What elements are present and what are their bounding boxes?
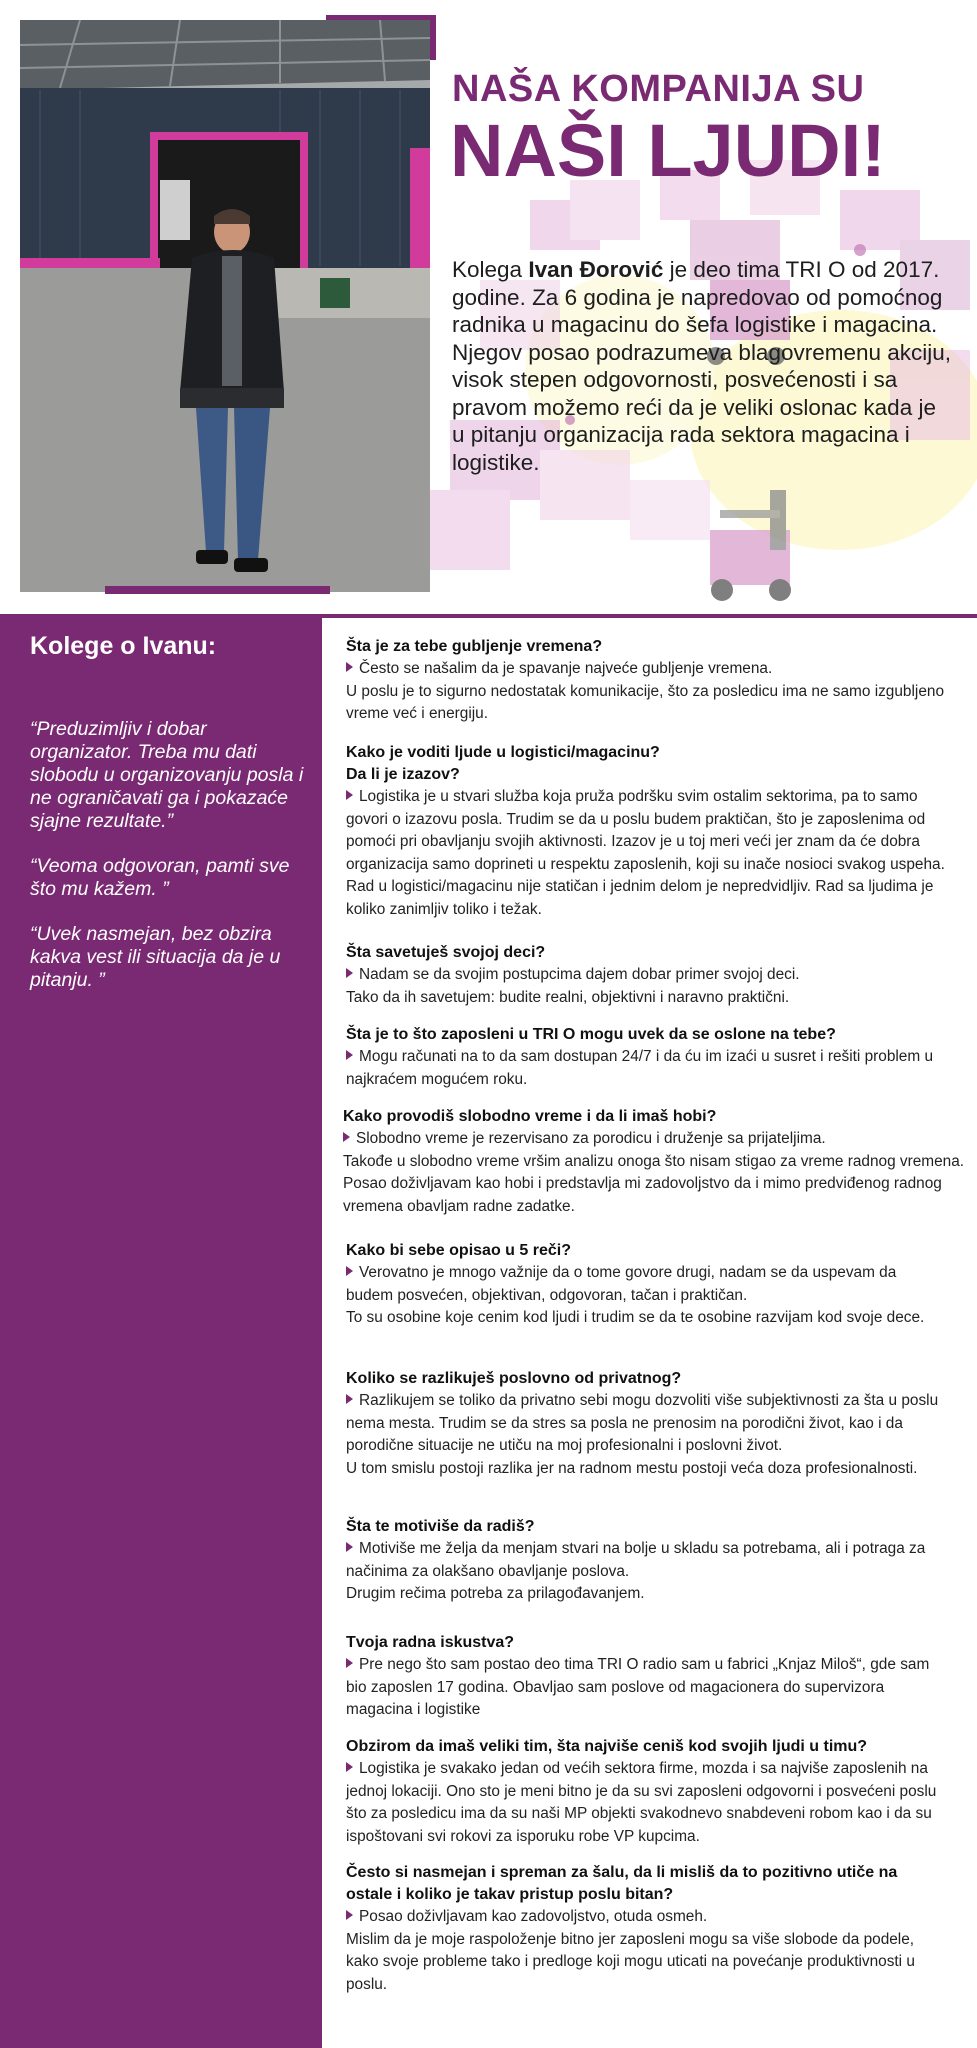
interview-question: Šta savetuješ svojoj deci? — [346, 944, 546, 961]
interview-question: Često si nasmejan i spreman za šalu, da li misliš da to pozitivno utiče na ostale i koliko je takav pristup poslu bitan? — [346, 1864, 898, 1903]
interview-answer-extra: Takođe u slobodno vreme vršim analizu onoga što nisam stigao za vreme radnog vremena. Posao doživljavam kao hobi i predstavlja mi zadovoljstvo da i mimo predviđenog radnog vremena obavljam radne zadatke. — [343, 1152, 965, 1215]
interview-answer-extra: U tom smislu postoji razlika jer na radnom mestu postoji veća doza profesionalnosti. — [346, 1459, 918, 1477]
interview-answer — [346, 1906, 936, 1929]
answer-text: Posao doživljavam kao zadovoljstvo, otuda osmeh. — [359, 1908, 708, 1925]
interview-question: Kako provodiš slobodno vreme i da li imaš hobi? — [343, 1108, 717, 1125]
bullet-icon — [346, 1394, 353, 1404]
interview-answer — [346, 1654, 946, 1722]
interview-answer-extra: Tako da ih savetujem: budite realni, objektivni i naravno praktični. — [346, 988, 790, 1006]
answer-text: Logistika je u stvari služba koja pruža podršku svim ostalim sektorima, pa to samo govori o izazovu posla. Trudim se da u poslu budem praktičan, što je zaposlenima od pomoći pri obavljanju svojih aktivnosti. Izazov je u toj meri veći jer znam da će dobra organizacija samo doprineti u respektu zaposlenih, koji su inače nosioci svakog uspeha. Rad u logistici/magacinu nije statičan i jednim delom je nepredvidljiv. Rad sa ljudima je koliko zanimljiv toliko i težak. — [346, 788, 945, 918]
answer-text: Nadam se da svojim postupcima dajem dobar primer svojoj deci. — [359, 966, 800, 983]
interview-item — [346, 1516, 961, 1606]
answer-text: Verovatno je mnogo važnije da o tome govore drugi, nadam se da uspevam da budem posvećen, objektivan, odgovoran, tačan i praktičan. — [346, 1264, 897, 1304]
interview-item — [346, 636, 956, 726]
interview-question: Šta je za tebe gubljenje vremena? — [346, 638, 603, 655]
answer-text: Razlikujem se toliko da privatno sebi mogu dozvoliti više subjektivnosti za šta u poslu nema mesta. Trudim se da stres sa posla ne prenosim na porodični život, kao i da porodične situacije ne utiču na moj profesionalni i poslovni život. — [346, 1392, 939, 1454]
interview-answer — [346, 1538, 961, 1583]
answer-text: Pre nego što sam postao deo tima TRI O radio sam u fabrici „Knjaz Miloš“, gde sam bio zaposlen 17 godina. Obavljao sam poslove od magacionera do supervizora magacina i logistike — [346, 1656, 930, 1718]
answer-text: Motiviše me želja da menjam stvari na bolje u skladu sa potrebama, ali i potraga za načinima za olakšano obavljanje poslova. — [346, 1540, 926, 1580]
interview-question: Koliko se razlikuješ poslovno od privatnog? — [346, 1370, 682, 1387]
interview-question: Tvoja radna iskustva? — [346, 1634, 515, 1651]
interview-question: Obzirom da imaš veliki tim, šta najviše ceniš kod svojih ljudi u timu? — [346, 1738, 868, 1755]
answer-text: Često se našalim da je spavanje najveće gubljenje vremena. — [359, 660, 773, 677]
interview-answer-extra: U poslu je to sigurno nedostatak komunikacije, što za posledicu ima ne samo izgubljeno vreme već i energiju. — [346, 682, 945, 722]
headline-line-1: NAŠA KOMPANIJA SU — [452, 68, 865, 110]
colleague-quotes — [30, 718, 305, 1014]
interview-item — [346, 1368, 958, 1480]
intro-paragraph — [452, 256, 952, 476]
bullet-icon — [346, 1910, 353, 1920]
bullet-icon — [346, 790, 353, 800]
interview-answer — [346, 1390, 958, 1458]
colleague-quote: “Preduzimljiv i dobar organizator. Treba mu dati slobodu u organizovanju posla i ne ograničavati ga i pokazaće sjajne rezultate.” — [30, 718, 304, 832]
employee-photo — [20, 20, 430, 592]
interview-answer — [346, 1046, 946, 1091]
bullet-icon — [346, 1762, 353, 1772]
interview-item — [346, 1024, 946, 1091]
answer-text: Mogu računati na to da sam dostupan 24/7 i da ću im izaći u susret i rešiti problem u najkraćem mogućem roku. — [346, 1048, 934, 1088]
interview-item — [343, 1106, 968, 1218]
intro-body: je deo tima TRI O od 2017. godine. Za 6 godina je napredovao od pomoćnog radnika u magacinu do šefa logistike i magacina. Njegov posao podrazumeva blagovremenu akciju, visok stepen odgovornosti, posvećenosti i sa pravom možemo reći da je veliki oslonac kada je u pitanju organizacija rada sektora magacina i logistike. — [452, 257, 952, 475]
interview-item — [346, 1736, 961, 1848]
interview-answer-extra: To su osobine koje cenim kod ljudi i trudim se da te osobine razvijam kod svoje dece. — [346, 1309, 925, 1326]
answer-text: Slobodno vreme je rezervisano za porodicu i druženje sa prijateljima. — [356, 1130, 826, 1147]
colleagues-sidebar — [0, 618, 322, 2048]
bullet-icon — [346, 1266, 353, 1276]
interview-question: Kako bi sebe opisao u 5 reči? — [346, 1242, 571, 1259]
bullet-icon — [346, 968, 353, 978]
bullet-icon — [346, 1542, 353, 1552]
answer-text: Logistika je svakako jedan od većih sektora firme, mozda i sa najviše zaposlenih na jednoj lokaciji. Ono sto je meni bitno je da su svi zaposleni odgovorni i posvećeni poslu što za posledicu ima da su naši MP objekti svakodnevo snabdeveni robom kao i da su ispoštovani svi rokovi za isporuku robe VP kupcima. — [346, 1760, 937, 1845]
interview-question: Šta te motiviše da radiš? — [346, 1518, 535, 1535]
frame-accent-side — [430, 15, 436, 60]
interview-answer — [346, 1758, 961, 1848]
interview-answer — [346, 658, 956, 681]
interview-answer-extra: Drugim rečima potreba za prilagođavanjem. — [346, 1585, 645, 1602]
interview-question: Šta je to što zaposleni u TRI O mogu uvek da se oslone na tebe? — [346, 1026, 836, 1043]
employee-name: Ivan Đorović — [528, 257, 664, 282]
interview-answer — [346, 1262, 936, 1307]
bullet-icon — [346, 662, 353, 672]
interview-item — [346, 1632, 946, 1722]
sidebar-title: Kolege o Ivanu: — [30, 632, 217, 660]
colleague-quote: “Uvek nasmejan, bez obzira kakva vest ili situacija da je u pitanju. ” — [30, 923, 281, 991]
interview-answer-extra: Mislim da je moje raspoloženje bitno jer zaposleni mogu sa više slobode da podele, kako svoje probleme tako i predloge koji mogu uticati na povećanje produktivnosti u poslu. — [346, 1930, 915, 1993]
interview-answer — [343, 1128, 968, 1151]
hero-section — [0, 0, 977, 614]
interview-answer — [346, 964, 961, 987]
bullet-icon — [346, 1658, 353, 1668]
colleague-quote: “Veoma odgovoran, pamti sve što mu kažem. ” — [30, 855, 290, 900]
interview-item-body — [346, 786, 956, 921]
interview-item — [346, 1240, 936, 1330]
bullet-icon — [346, 1050, 353, 1060]
interview-question: Kako je voditi ljude u logistici/magacinu? Da li je izazov? — [346, 744, 660, 783]
interview-item — [346, 1862, 936, 1996]
frame-accent-bottom — [105, 586, 330, 594]
interview-answer — [346, 786, 956, 921]
bullet-icon — [343, 1132, 350, 1142]
headline-line-2: NAŠI LJUDI! — [450, 109, 886, 192]
interview-item — [346, 942, 961, 1009]
intro-prefix: Kolega — [452, 257, 529, 282]
interview-item — [346, 742, 661, 786]
